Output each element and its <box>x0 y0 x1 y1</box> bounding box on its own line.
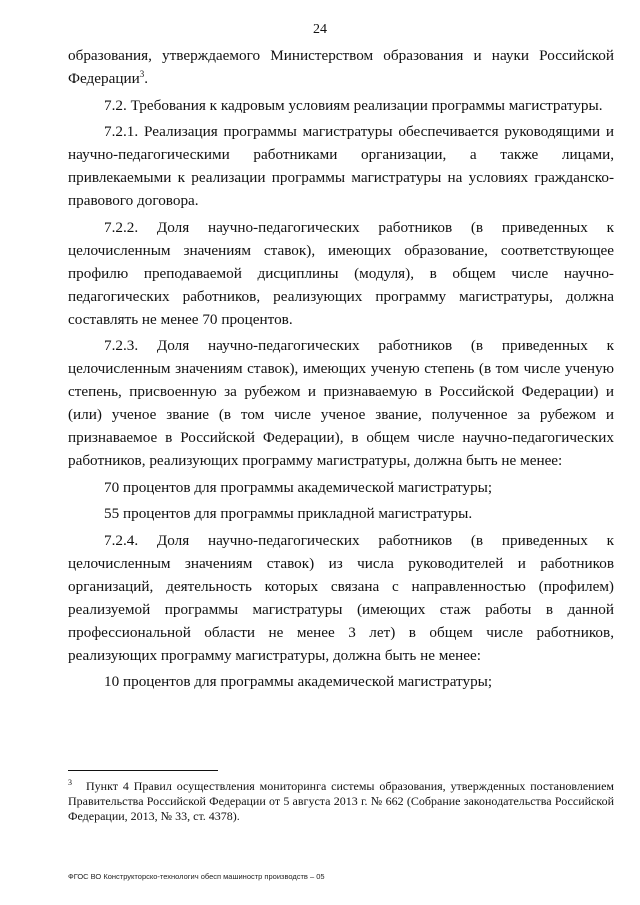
list-item-academic-10: 10 процентов для программы академической магистратуры; <box>104 673 493 690</box>
list-item-academic-70: 70 процентов для программы академической магистратуры; <box>104 478 493 496</box>
paragraph-7-2-2: 7.2.2. Доля научно-педагогических работников (в приведенных к целочисленным значениям ставок), имеющих образование, соответствующее профилю преподаваемой дисциплины (модуля), в общем числе научно-педагогических работников, реализующих программу магистратуры, должна составлять не менее 70 процентов. <box>68 218 614 328</box>
section-heading: 7.2. Требования к кадровым условиям реализации программы магистратуры. <box>104 96 603 114</box>
paragraph-7-2-4: 7.2.4. Доля научно-педагогических работников (в приведенных к целочисленным значениям ставок) из числа руководителей и работников организаций, деятельность которых связана с направленностью (профилем) реализуемой программы магистратуры (имеющих стаж работы в данной профессиональной области не менее 3 лет) в общем числе работников, реализующих программу магистратуры, должна быть не менее: <box>68 531 614 664</box>
paragraph-text: образования, утверждаемого Министерством образования и науки Российской Федерации <box>68 47 614 87</box>
footnote-reference: 3 <box>139 68 145 79</box>
page-footer: ФГОС ВО Конструкторско-технологич обесп машиностр производств – 05 <box>68 872 325 881</box>
document-body <box>68 44 614 697</box>
footnote: 3 Пункт 4 Правил осуществления мониторинга системы образования, утвержденных постановлением Правительства Российской Федерации от 5 августа 2013 г. № 662 (Собрание законодательства Российской Федерации, 2013, № 33, ст. 4378). <box>68 778 614 823</box>
list-item-applied-55: 55 процентов для программы прикладной магистратуры. <box>104 505 473 522</box>
paragraph-continuation <box>68 44 614 90</box>
paragraph-end: . <box>144 70 149 87</box>
footnote-text: Пункт 4 Правил осуществления мониторинга системы образования, утвержденных постановлением Правительства Российской Федерации от 5 августа 2013 г. № 662 (Собрание законодательства Российской Федерации, 2013, № 33, ст. 4378). <box>68 779 614 823</box>
footnote-separator <box>68 770 218 771</box>
paragraph-7-2-1: 7.2.1. Реализация программы магистратуры обеспечивается руководящими и научно-педагогическими работниками организации, а также лицами, привлекаемыми к реализации программы магистратуры на условиях гражданско-правового договора. <box>68 123 614 209</box>
page-number: 24 <box>313 22 327 37</box>
paragraph-7-2-3: 7.2.3. Доля научно-педагогических работников (в приведенных к целочисленным значениям ставок), имеющих ученую степень (в том числе ученую степень, присвоенную за рубежом и признаваемую в Российской Федерации) и (или) ученое звание (в том числе ученое звание, полученное за рубежом и признаваемое в Российской Федерации), в общем числе научно-педагогических работников, реализующих программу магистратуры, должна быть не менее: <box>68 337 614 469</box>
